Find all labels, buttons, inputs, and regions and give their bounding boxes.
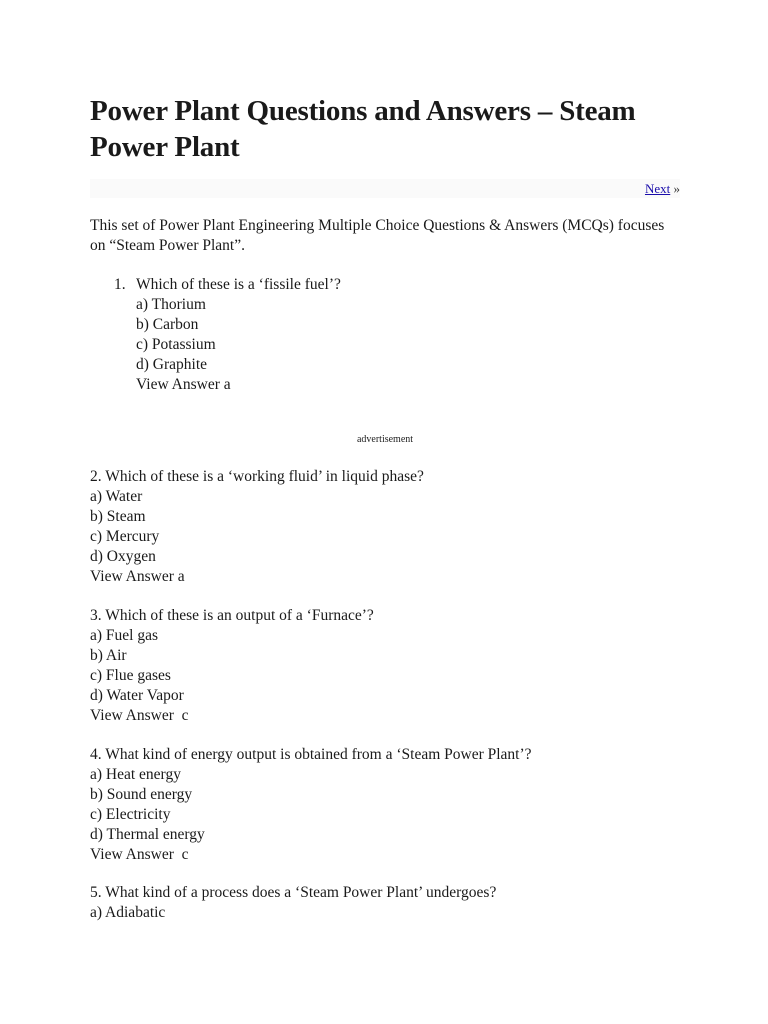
view-answer-button[interactable]: View Answer a [136,376,231,393]
question-text: 3. Which of these is an output of a ‘Furnace’? [90,607,374,624]
option-c: c) Potassium [136,336,216,353]
option-c: c) Flue gases [90,667,171,684]
option-c: c) Electricity [90,806,171,823]
question-3 [90,606,680,726]
option-a: a) Thorium [136,296,206,313]
question-4 [90,745,680,865]
option-a: a) Fuel gas [90,627,159,644]
option-b: b) Air [90,647,127,664]
view-answer-button[interactable]: View Answer c [90,707,189,724]
advertisement-label: advertisement [356,434,414,445]
option-b: b) Sound energy [90,786,193,803]
question-5 [90,883,680,923]
view-answer-button[interactable]: View Answer c [90,846,189,863]
option-a: a) Adiabatic [90,904,166,921]
intro-paragraph: This set of Power Plant Engineering Multiple Choice Questions & Answers (MCQs) focuses on “Steam Power Plant”. [90,217,665,254]
question-text: 5. What kind of a process does a ‘Steam Power Plant’ undergoes? [90,884,497,901]
question-text: 4. What kind of energy output is obtained from a ‘Steam Power Plant’? [90,746,532,763]
next-arrow: » [670,181,680,196]
view-answer-button[interactable]: View Answer a [90,568,185,585]
option-d: d) Oxygen [90,548,156,565]
option-d: d) Thermal energy [90,826,205,843]
page-title: Power Plant Questions and Answers – Steam Power Plant [90,95,636,163]
question-text: Which of these is a ‘fissile fuel’? [136,276,341,293]
option-d: d) Water Vapor [90,687,184,704]
next-link[interactable]: Next [644,181,671,196]
question-text: 2. Which of these is a ‘working fluid’ in liquid phase? [90,468,424,485]
question-1 [114,275,674,395]
question-number: 1. [114,276,126,293]
navigation-bar [90,179,680,198]
option-a: a) Water [90,488,143,505]
option-d: d) Graphite [136,356,208,373]
option-c: c) Mercury [90,528,160,545]
question-2 [90,467,680,587]
option-b: b) Steam [90,508,146,525]
option-b: b) Carbon [136,316,199,333]
next-nav [645,181,680,196]
option-a: a) Heat energy [90,766,181,783]
